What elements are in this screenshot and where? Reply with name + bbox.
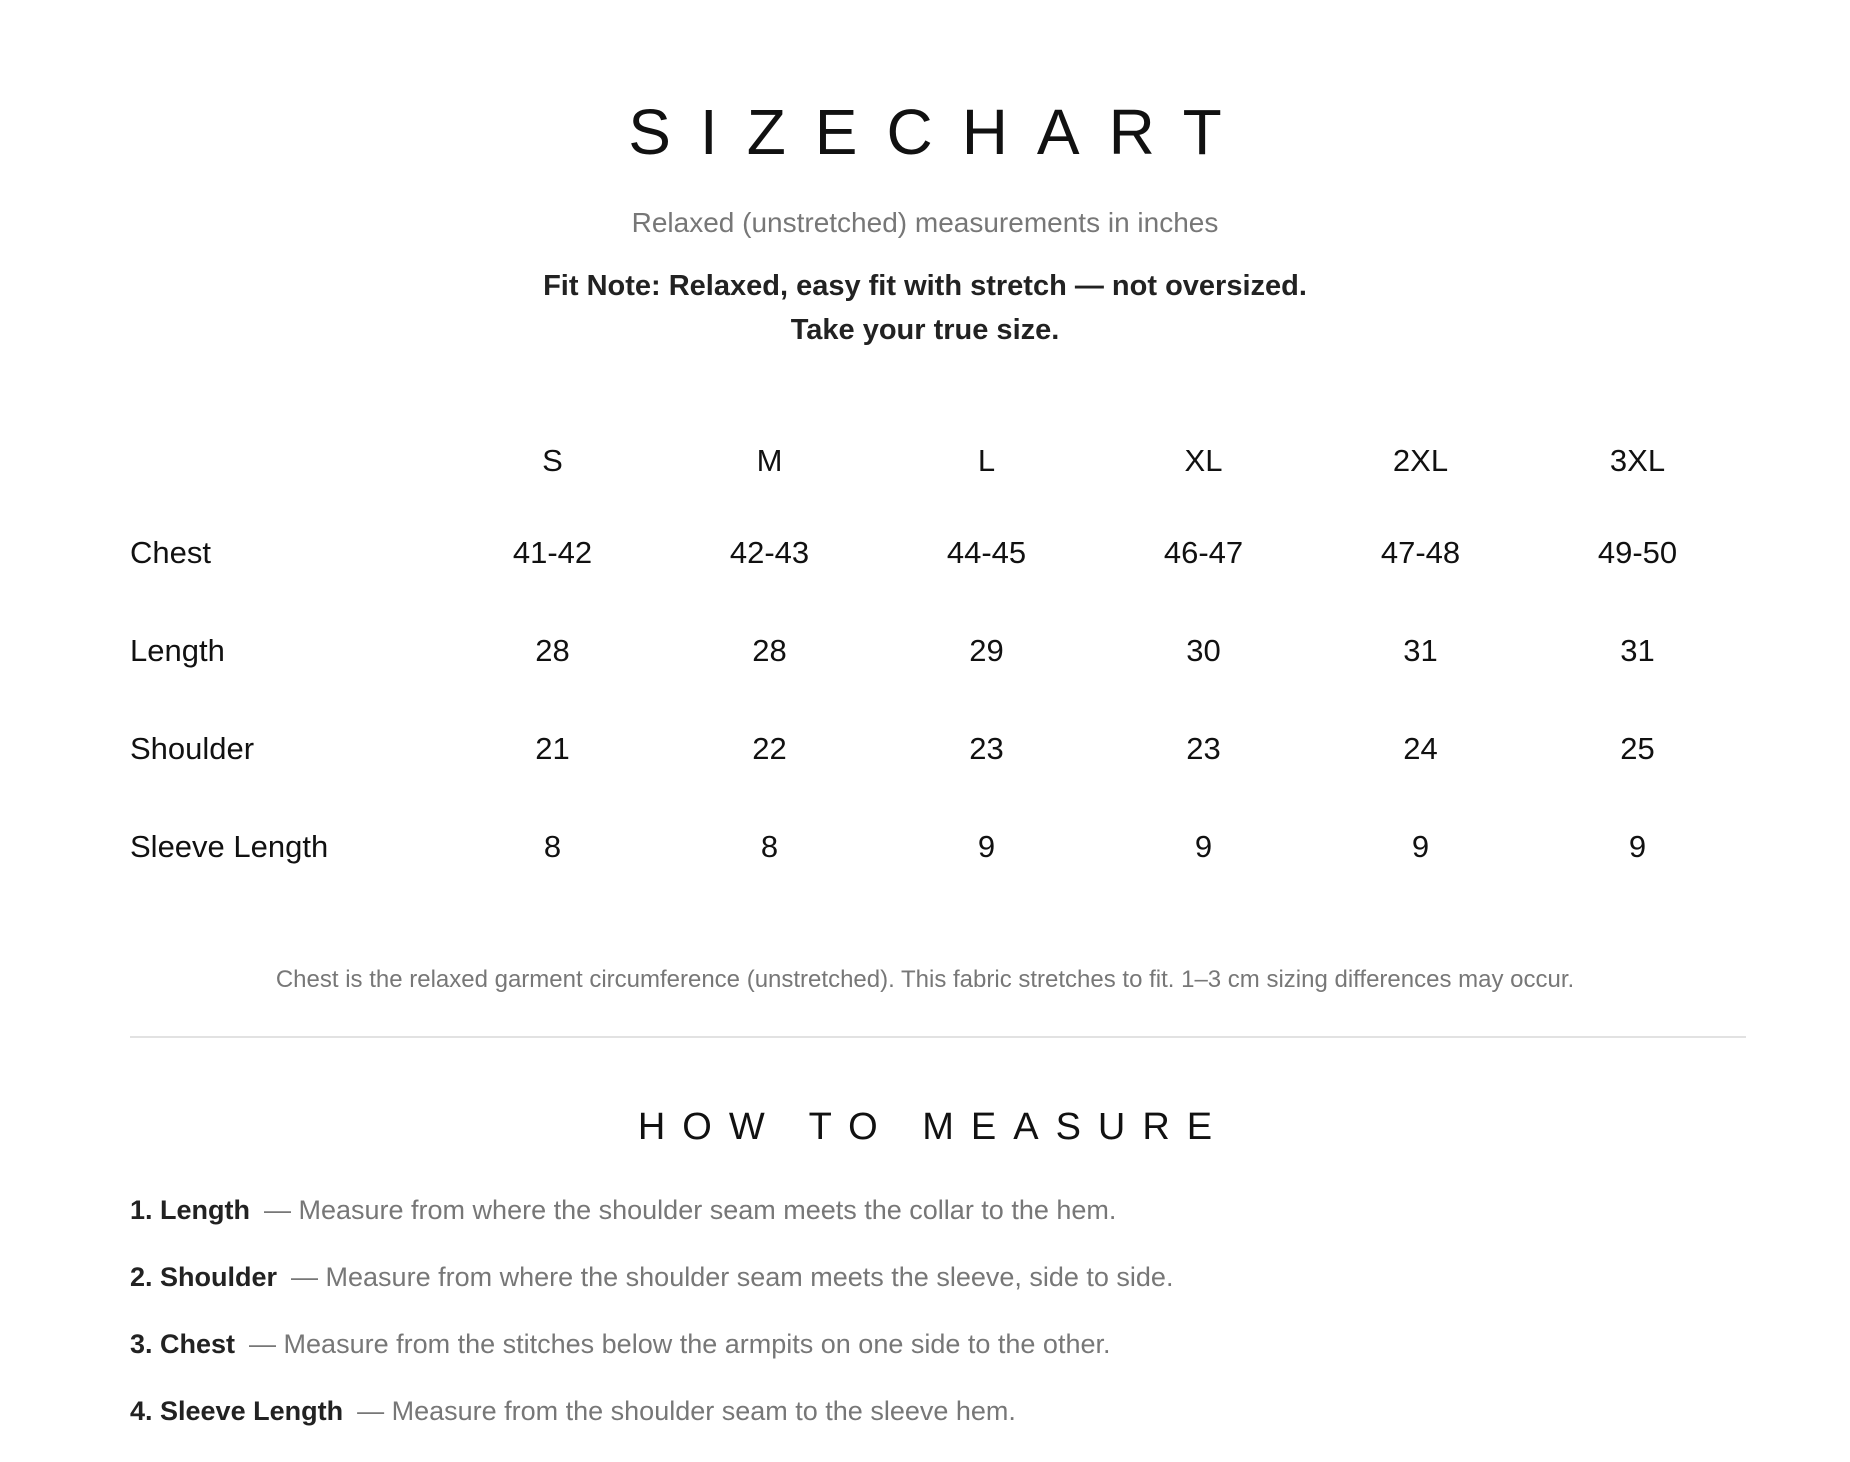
measure-steps-list bbox=[130, 1194, 1746, 1462]
fit-note bbox=[0, 264, 1850, 352]
table-cell: 41-42 bbox=[512, 535, 593, 570]
table-cell: 47-48 bbox=[1380, 535, 1461, 570]
size-header-s: S bbox=[542, 443, 563, 478]
table-cell: 31 bbox=[1403, 633, 1438, 668]
table-cell: 21 bbox=[535, 731, 570, 766]
list-item bbox=[130, 1194, 1746, 1261]
size-header-2xl: 2XL bbox=[1392, 443, 1449, 478]
row-label: Shoulder bbox=[130, 731, 255, 766]
list-item bbox=[130, 1328, 1746, 1395]
measurement-subtitle: Relaxed (unstretched) measurements in inches bbox=[631, 207, 1219, 238]
size-header-m: M bbox=[756, 443, 783, 478]
table-cell: 28 bbox=[535, 633, 570, 668]
table-row-shoulder bbox=[130, 700, 1746, 798]
table-row-chest bbox=[130, 504, 1746, 602]
header-cell-empty bbox=[130, 418, 444, 504]
table-cell: 22 bbox=[752, 731, 787, 766]
step-name: 3. Chest bbox=[130, 1329, 236, 1359]
table-cell: 9 bbox=[977, 829, 996, 864]
section-divider bbox=[130, 1036, 1746, 1038]
table-cell: 23 bbox=[969, 731, 1004, 766]
fit-note-line-1: Fit Note: Relaxed, easy fit with stretch — not oversized. bbox=[543, 270, 1307, 302]
size-header-xl: XL bbox=[1184, 443, 1223, 478]
table-cell: 9 bbox=[1628, 829, 1647, 864]
table-cell: 42-43 bbox=[729, 535, 810, 570]
size-header-l: L bbox=[977, 443, 996, 478]
table-cell: 28 bbox=[752, 633, 787, 668]
step-name: 4. Sleeve Length bbox=[130, 1396, 344, 1426]
step-name: 2. Shoulder bbox=[130, 1262, 278, 1292]
table-row-sleeve-length bbox=[130, 798, 1746, 896]
table-cell: 8 bbox=[760, 829, 779, 864]
table-cell: 24 bbox=[1403, 731, 1438, 766]
table-cell: 46-47 bbox=[1163, 535, 1244, 570]
size-table bbox=[130, 418, 1746, 896]
list-item bbox=[130, 1261, 1746, 1328]
table-cell: 9 bbox=[1194, 829, 1213, 864]
table-cell: 44-45 bbox=[946, 535, 1027, 570]
row-label: Sleeve Length bbox=[130, 829, 329, 864]
step-description: — Measure from the shoulder seam to the sleeve hem. bbox=[357, 1396, 1016, 1426]
table-cell: 8 bbox=[543, 829, 562, 864]
size-header-3xl: 3XL bbox=[1609, 443, 1666, 478]
table-cell: 25 bbox=[1620, 731, 1655, 766]
list-item bbox=[130, 1395, 1746, 1462]
table-row-length bbox=[130, 602, 1746, 700]
table-cell: 49-50 bbox=[1597, 535, 1678, 570]
step-description: — Measure from where the shoulder seam meets the collar to the hem. bbox=[264, 1195, 1117, 1225]
table-cell: 29 bbox=[969, 633, 1004, 668]
step-description: — Measure from the stitches below the armpits on one side to the other. bbox=[249, 1329, 1111, 1359]
table-cell: 23 bbox=[1186, 731, 1221, 766]
table-cell: 30 bbox=[1186, 633, 1221, 668]
row-label: Length bbox=[130, 633, 225, 668]
table-cell: 31 bbox=[1620, 633, 1655, 668]
chest-footnote: Chest is the relaxed garment circumference (unstretched). This fabric stretches to fit. 1–3 cm sizing differences may occur. bbox=[275, 966, 1575, 993]
how-to-measure-heading: HOW TO MEASURE bbox=[637, 1106, 1230, 1148]
row-label: Chest bbox=[130, 535, 211, 570]
page-title: SIZECHART bbox=[628, 96, 1251, 168]
step-name: 1. Length bbox=[130, 1195, 250, 1225]
fit-note-line-2: Take your true size. bbox=[790, 314, 1060, 346]
step-description: — Measure from where the shoulder seam meets the sleeve, side to side. bbox=[291, 1262, 1174, 1292]
size-header-row bbox=[130, 418, 1746, 504]
table-cell: 9 bbox=[1411, 829, 1430, 864]
